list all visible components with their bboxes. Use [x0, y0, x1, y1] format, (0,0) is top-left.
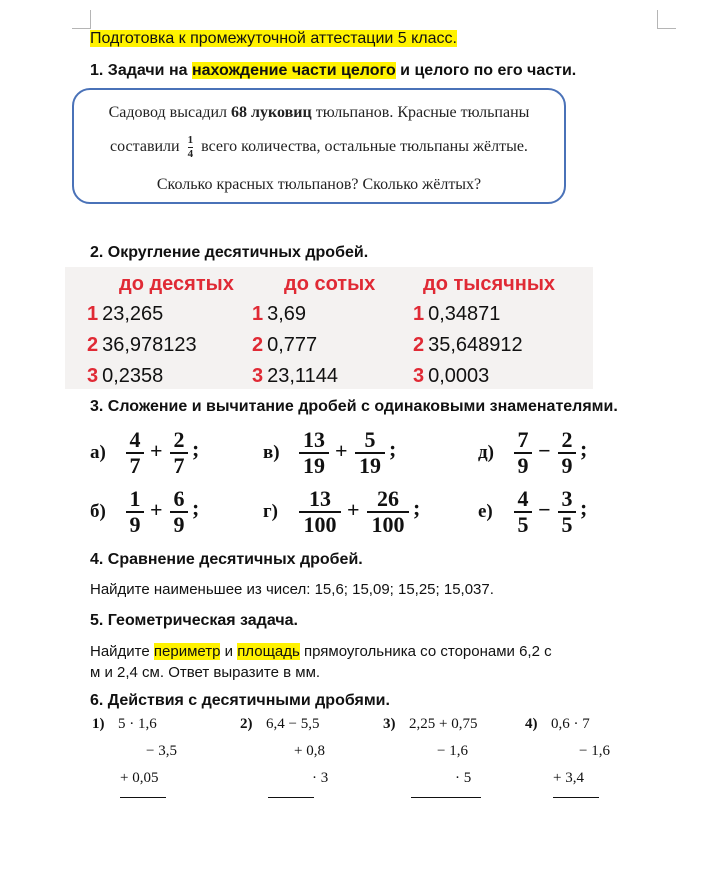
section-5-heading: 5. Геометрическая задача.	[90, 612, 298, 629]
item-value: 0,777	[267, 334, 318, 356]
semicolon: ;	[389, 436, 397, 461]
s1-post: и целого по его части.	[395, 62, 577, 79]
chain-row: − 1,6	[579, 743, 610, 759]
item-value: 0,2358	[102, 365, 164, 387]
exercise-label: в)	[263, 442, 280, 463]
rounding-item	[87, 303, 163, 326]
section-2-heading: 2. Округление десятичных дробей.	[90, 244, 369, 261]
fraction	[355, 428, 385, 478]
exercise-label: г)	[263, 501, 278, 522]
rounding-item	[413, 303, 500, 326]
semicolon: ;	[192, 436, 200, 461]
fraction-numerator: 4	[129, 427, 141, 452]
rounding-item	[252, 303, 306, 326]
problem-text: тюльпанов. Красные тюльпаны	[311, 104, 530, 121]
s5-text: и	[220, 643, 238, 660]
item-number: 3	[413, 365, 425, 387]
rounding-table	[65, 267, 593, 389]
fraction	[126, 428, 144, 478]
chain-row: + 0,05	[120, 770, 159, 786]
item-number: 1	[87, 303, 99, 325]
result-line	[411, 797, 481, 798]
chain-row: · 3	[312, 770, 329, 786]
fraction-denominator: 100	[371, 512, 405, 537]
fraction-numerator: 26	[377, 486, 399, 511]
chain-row: 0,6 · 7	[551, 716, 590, 732]
exercise-label: б)	[90, 501, 106, 522]
semicolon: ;	[580, 495, 588, 520]
fraction-denominator: 9	[173, 512, 185, 537]
fraction-numerator: 2	[561, 427, 573, 452]
fraction-denominator: 4	[187, 148, 194, 160]
rounding-header: до тысячных	[423, 273, 556, 295]
fraction	[514, 428, 532, 478]
problem-line-2	[74, 134, 564, 161]
item-number: 3	[87, 365, 99, 387]
fraction	[170, 428, 188, 478]
fraction-denominator: 9	[561, 453, 573, 478]
item-value: 35,648912	[428, 334, 523, 356]
fraction-numerator: 6	[173, 486, 185, 511]
fraction	[514, 487, 532, 537]
fraction	[170, 487, 188, 537]
page-title	[90, 30, 457, 48]
item-number: 1	[252, 303, 264, 325]
section-3-heading: 3. Сложение и вычитание дробей с одинаковыми знаменателями.	[90, 398, 618, 415]
fraction-numerator: 2	[173, 427, 185, 452]
item-value: 36,978123	[102, 334, 197, 356]
fraction-denominator: 19	[359, 453, 381, 478]
item-number: 1	[413, 303, 425, 325]
exercise-label: е)	[478, 501, 493, 522]
s5-highlight-perimeter: периметр	[153, 643, 221, 660]
fraction-denominator: 5	[561, 512, 573, 537]
item-value: 0,0003	[428, 365, 490, 387]
operator: +	[335, 438, 348, 463]
fraction	[558, 487, 576, 537]
item-number: 2	[87, 334, 99, 356]
fraction-numerator: 13	[303, 427, 325, 452]
item-number: 2	[413, 334, 425, 356]
fraction-denominator: 5	[517, 512, 529, 537]
fraction-numerator: 3	[561, 486, 573, 511]
s1-highlight: нахождение части целого	[191, 62, 396, 79]
item-value: 23,265	[102, 303, 164, 325]
result-line	[268, 797, 314, 798]
rounding-item	[413, 365, 489, 388]
chain-row: 6,4 − 5,5	[266, 716, 320, 732]
rounding-header: до сотых	[284, 273, 376, 295]
operator: −	[538, 438, 551, 463]
exercise-label: а)	[90, 442, 106, 463]
problem-text: всего количества, остальные тюльпаны жёлтые.	[201, 138, 528, 156]
item-number: 2	[252, 334, 264, 356]
item-value: 3,69	[267, 303, 307, 325]
fraction	[299, 428, 329, 478]
fraction-numerator: 5	[364, 427, 376, 452]
s5-text: прямоугольника со сторонами 6,2 с	[299, 643, 552, 660]
page-corner-mark	[72, 10, 91, 29]
title-text: Подготовка к промежуточной аттестации 5 класс.	[90, 30, 457, 47]
fraction-denominator: 100	[303, 512, 337, 537]
fraction-numerator: 1	[129, 486, 141, 511]
chain-number: 4)	[525, 716, 538, 732]
rounding-header: до десятых	[119, 273, 234, 295]
problem-text: Садовод высадил	[108, 104, 232, 121]
problem-bold: 68 луковиц	[231, 104, 312, 121]
result-line	[553, 797, 599, 798]
chain-number: 2)	[240, 716, 253, 732]
fraction-denominator: 9	[517, 453, 529, 478]
chain-row: · 5	[455, 770, 472, 786]
fraction-denominator: 19	[303, 453, 325, 478]
chain-row: + 0,8	[294, 743, 325, 759]
item-value: 23,1144	[267, 365, 338, 387]
exercise-label: д)	[478, 442, 494, 463]
fraction	[299, 487, 341, 537]
page-corner-mark	[657, 10, 676, 29]
chain-row: 2,25 + 0,75	[409, 716, 478, 732]
rounding-item	[252, 365, 338, 388]
section-6-heading: 6. Действия с десятичными дробями.	[90, 692, 390, 709]
problem-line-1	[74, 104, 564, 122]
problem-text: составили	[110, 138, 180, 156]
section-5-text-line-2: м и 2,4 см. Ответ выразите в мм.	[90, 664, 321, 681]
chain-number: 1)	[92, 716, 105, 732]
fraction-denominator: 9	[129, 512, 141, 537]
rounding-item	[87, 365, 163, 388]
item-value: 0,34871	[428, 303, 501, 325]
word-problem-box	[72, 88, 566, 204]
rounding-item	[252, 334, 317, 357]
chain-row: + 3,4	[553, 770, 584, 786]
s1-pre: 1. Задачи на	[90, 62, 192, 79]
fraction	[126, 487, 144, 537]
section-4-heading: 4. Сравнение десятичных дробей.	[90, 551, 363, 568]
fraction-one-quarter	[188, 134, 194, 161]
chain-row: − 1,6	[437, 743, 468, 759]
operator: +	[150, 497, 163, 522]
section-4-text: Найдите наименьшее из чисел: 15,6; 15,09; 15,25; 15,037.	[90, 581, 494, 598]
chain-number: 3)	[383, 716, 396, 732]
rounding-item	[87, 334, 197, 357]
fraction	[558, 428, 576, 478]
fraction-numerator: 7	[517, 427, 529, 452]
operator: +	[347, 497, 360, 522]
fraction-numerator: 13	[309, 486, 331, 511]
rounding-item	[413, 334, 523, 357]
fraction-denominator: 7	[129, 453, 141, 478]
section-1-heading	[90, 62, 576, 80]
item-number: 3	[252, 365, 264, 387]
operator: −	[538, 497, 551, 522]
fraction	[367, 487, 409, 537]
semicolon: ;	[192, 495, 200, 520]
fraction-denominator: 7	[173, 453, 185, 478]
semicolon: ;	[413, 495, 421, 520]
chain-row: 5 · 1,6	[118, 716, 157, 732]
result-line	[120, 797, 166, 798]
problem-line-3: Сколько красных тюльпанов? Сколько жёлтых?	[156, 176, 482, 193]
fraction-numerator: 1	[187, 134, 194, 146]
chain-row: − 3,5	[146, 743, 177, 759]
semicolon: ;	[580, 436, 588, 461]
s5-highlight-area: площадь	[237, 643, 300, 660]
s5-text: Найдите	[90, 643, 154, 660]
fraction-numerator: 4	[517, 486, 529, 511]
section-5-text	[90, 643, 552, 660]
operator: +	[150, 438, 163, 463]
